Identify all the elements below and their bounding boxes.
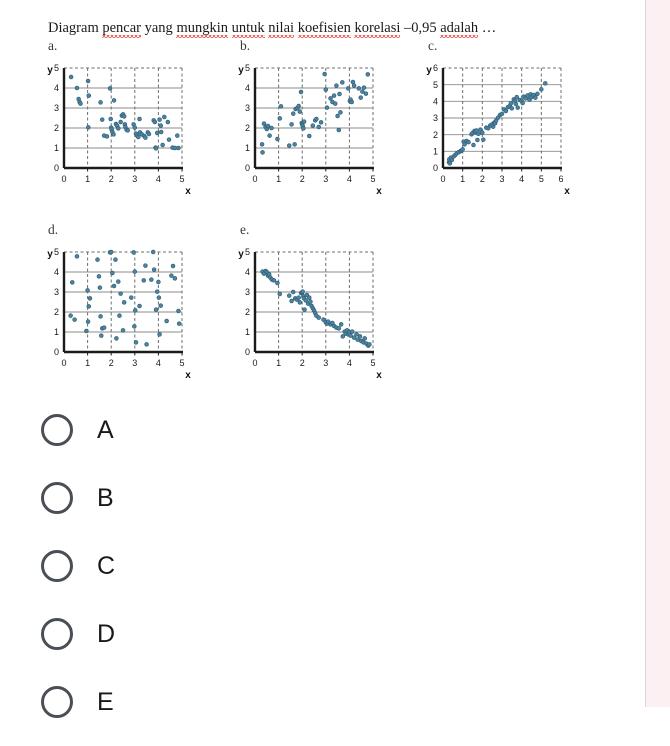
answer-option-a[interactable] (38, 406, 338, 474)
radio-button-c[interactable] (41, 550, 73, 582)
misspelled-word: korelasi (354, 20, 401, 36)
data-point (159, 124, 163, 128)
data-point (122, 115, 126, 119)
data-point (325, 106, 329, 110)
data-point (278, 292, 282, 296)
data-point (314, 117, 318, 121)
radio-button-d[interactable] (41, 618, 73, 650)
answer-options-list (38, 406, 338, 746)
scatter-chart-d (42, 246, 196, 382)
y-tick-label: 2 (432, 129, 438, 140)
data-point (500, 112, 504, 116)
radio-button-a[interactable] (41, 414, 73, 446)
x-axis-label: x (376, 370, 382, 381)
data-point (341, 335, 345, 339)
data-point (99, 101, 103, 105)
x-tick-label: 4 (519, 174, 525, 184)
data-point (69, 314, 73, 318)
scatter-chart-b (233, 62, 387, 198)
radio-button-e[interactable] (41, 686, 73, 718)
answer-label-a: A (97, 416, 114, 444)
data-point (350, 100, 354, 104)
plot-letter-c: c. (428, 38, 438, 53)
data-point (536, 92, 540, 96)
x-tick-label: 3 (132, 358, 138, 368)
data-point (88, 297, 92, 301)
y-axis-label: y (47, 65, 53, 76)
y-tick-label: 1 (244, 327, 250, 338)
data-point (297, 104, 301, 108)
x-tick-label: 4 (155, 174, 161, 184)
x-tick-label: 2 (299, 358, 305, 368)
question-text (48, 19, 628, 37)
data-point (339, 111, 343, 115)
data-point (290, 299, 294, 303)
data-point (260, 143, 264, 147)
data-point (266, 124, 270, 128)
data-point (534, 96, 538, 100)
data-point (521, 101, 525, 105)
data-point (149, 278, 153, 282)
y-tick-label: 4 (53, 83, 59, 94)
data-point (112, 133, 116, 137)
data-point (504, 109, 508, 113)
data-point (118, 314, 122, 318)
x-tick-label: 4 (346, 358, 352, 368)
plot-letter-a: a. (48, 38, 58, 53)
y-axis-label: y (238, 65, 244, 76)
data-point (99, 315, 103, 319)
x-tick-label: 5 (538, 174, 544, 184)
data-point (129, 296, 133, 300)
x-axis-label: x (185, 186, 191, 197)
x-tick-label: 1 (85, 358, 91, 368)
x-tick-label: 3 (132, 174, 138, 184)
x-tick-label: 2 (479, 174, 485, 184)
data-point (335, 84, 339, 88)
data-point (108, 87, 112, 91)
data-point (79, 102, 83, 106)
data-point (85, 329, 89, 333)
data-point (154, 308, 158, 312)
question-text-run: Diagram (48, 20, 103, 36)
data-point (122, 301, 126, 305)
x-tick-label: 5 (370, 174, 376, 184)
data-point (291, 290, 295, 294)
data-point (159, 304, 163, 308)
y-tick-label: 1 (432, 146, 438, 157)
x-tick-label: 6 (558, 174, 564, 184)
data-point (173, 277, 177, 281)
data-point (87, 94, 91, 98)
data-point (510, 106, 514, 110)
data-point (177, 309, 181, 313)
data-point (70, 281, 74, 285)
data-point (145, 343, 149, 347)
data-point (337, 327, 341, 331)
misspelled-word: untuk (231, 20, 265, 36)
y-tick-label: 4 (432, 96, 438, 107)
data-point (476, 138, 480, 142)
radio-button-b[interactable] (41, 482, 73, 514)
data-point (293, 143, 297, 147)
x-tick-label: 3 (323, 174, 329, 184)
plot-letter-b: b. (240, 38, 251, 53)
data-point (159, 130, 163, 134)
data-point (114, 337, 118, 341)
data-point (151, 250, 155, 254)
data-point (157, 296, 161, 300)
data-point (175, 134, 179, 138)
data-point (307, 134, 311, 138)
data-point (138, 117, 142, 121)
data-point (158, 333, 162, 337)
misspelled-word: koefisien (297, 20, 351, 36)
x-tick-label: 1 (85, 174, 91, 184)
data-point (155, 290, 159, 294)
data-point (100, 118, 104, 122)
data-point (301, 127, 305, 131)
y-tick-label: 0 (244, 163, 250, 174)
data-point (307, 296, 311, 300)
data-point (86, 79, 90, 83)
data-point (96, 258, 100, 262)
answer-option-e[interactable] (38, 678, 338, 746)
data-point (109, 117, 113, 121)
data-point (110, 271, 114, 275)
data-point (109, 250, 113, 254)
data-point (477, 132, 481, 136)
data-point (543, 81, 547, 85)
data-point (98, 286, 102, 290)
x-tick-label: 5 (179, 174, 185, 184)
data-point (346, 87, 350, 91)
data-point (119, 292, 123, 296)
y-tick-label: 1 (244, 143, 250, 154)
y-tick-label: 0 (432, 163, 438, 174)
y-tick-label: 0 (53, 163, 59, 174)
data-point (461, 147, 465, 151)
data-point (368, 343, 372, 347)
y-axis-label: y (426, 65, 432, 76)
data-point (73, 318, 77, 322)
data-point (290, 123, 294, 127)
y-tick-label: 4 (53, 267, 59, 278)
data-point (119, 120, 123, 124)
data-point (363, 337, 367, 341)
data-point (69, 75, 73, 79)
data-point (268, 134, 272, 138)
x-tick-label: 0 (61, 358, 67, 368)
data-point (133, 270, 137, 274)
misspelled-word: pencar (102, 20, 141, 36)
x-tick-label: 3 (499, 174, 505, 184)
data-point (276, 137, 280, 141)
answer-label-c: C (97, 552, 116, 580)
data-point (99, 334, 103, 338)
y-tick-label: 2 (53, 123, 59, 134)
data-point (126, 129, 130, 133)
right-gutter-strip (645, 0, 670, 707)
data-point (509, 101, 513, 105)
y-axis-label: y (238, 249, 244, 260)
data-point (336, 114, 340, 118)
x-tick-label: 1 (276, 174, 282, 184)
x-tick-label: 5 (370, 358, 376, 368)
data-point (472, 143, 476, 147)
y-tick-label: 5 (244, 63, 250, 74)
data-point (86, 126, 90, 130)
data-point (539, 87, 543, 91)
data-point (338, 92, 342, 96)
data-point (311, 124, 315, 128)
data-point (116, 280, 120, 284)
data-point (298, 110, 302, 114)
answer-option-c[interactable] (38, 542, 338, 610)
plot-letter-d: d. (48, 222, 59, 237)
y-tick-label: 5 (53, 247, 59, 258)
data-point (177, 146, 181, 150)
answer-option-d[interactable] (38, 610, 338, 678)
data-point (261, 151, 265, 155)
answer-label-b: B (97, 484, 114, 512)
x-tick-label: 0 (440, 174, 446, 184)
answer-label-d: D (97, 620, 116, 648)
data-point (132, 251, 136, 255)
y-tick-label: 3 (432, 113, 438, 124)
data-point (86, 320, 90, 324)
data-point (144, 136, 148, 140)
data-point (481, 138, 485, 142)
data-point (514, 102, 518, 106)
x-axis-label: x (564, 186, 570, 197)
x-tick-label: 5 (179, 358, 185, 368)
y-tick-label: 1 (53, 327, 59, 338)
y-tick-label: 0 (53, 347, 59, 358)
data-point (166, 120, 170, 124)
x-tick-label: 0 (252, 358, 258, 368)
data-point (112, 284, 116, 288)
x-tick-label: 2 (299, 174, 305, 184)
data-point (349, 334, 353, 338)
x-tick-label: 2 (108, 358, 114, 368)
y-tick-label: 3 (53, 287, 59, 298)
data-point (317, 125, 321, 129)
data-point (136, 135, 140, 139)
data-point (272, 279, 276, 283)
data-point (297, 296, 301, 300)
x-tick-label: 2 (108, 174, 114, 184)
data-point (339, 323, 343, 327)
question-text-run: yang (141, 20, 177, 36)
data-point (350, 330, 354, 334)
data-point (303, 308, 307, 312)
data-point (301, 290, 305, 294)
y-tick-label: 5 (244, 247, 250, 258)
data-point (153, 120, 157, 124)
data-point (450, 158, 454, 162)
data-point (340, 81, 344, 85)
data-point (324, 88, 328, 92)
data-point (154, 147, 158, 151)
y-tick-label: 3 (244, 103, 250, 114)
data-point (364, 92, 368, 96)
data-point (357, 87, 361, 91)
data-point (276, 281, 280, 285)
data-point (351, 80, 355, 84)
data-point (114, 258, 118, 262)
data-point (323, 72, 327, 76)
data-point (147, 132, 151, 136)
data-point (291, 112, 295, 116)
data-point (75, 255, 79, 259)
x-tick-label: 3 (323, 358, 329, 368)
plot-letter-e: e. (240, 222, 250, 237)
data-point (302, 120, 306, 124)
x-axis-label: x (185, 370, 191, 381)
x-tick-label: 1 (460, 174, 466, 184)
y-axis-label: y (47, 249, 53, 260)
y-tick-label: 2 (244, 123, 250, 134)
scatter-chart-e (233, 246, 387, 382)
data-point (167, 138, 171, 142)
data-point (87, 305, 91, 309)
data-point (298, 301, 302, 305)
x-tick-label: 1 (276, 358, 282, 368)
data-point (134, 341, 138, 345)
y-tick-label: 5 (53, 63, 59, 74)
data-point (105, 135, 109, 139)
data-point (116, 127, 120, 131)
answer-label-e: E (97, 688, 114, 716)
data-point (121, 329, 125, 333)
data-point (287, 144, 291, 148)
y-tick-label: 6 (432, 63, 438, 74)
data-point (138, 304, 142, 308)
y-tick-label: 0 (244, 347, 250, 358)
data-point (467, 140, 471, 144)
x-tick-label: 0 (252, 174, 258, 184)
y-tick-label: 2 (244, 307, 250, 318)
x-axis-label: x (376, 186, 382, 197)
data-point (362, 86, 366, 90)
question-text-run: –0,95 (400, 20, 441, 36)
question-text-run: … (478, 20, 497, 36)
data-point (86, 289, 90, 293)
data-point (177, 322, 181, 326)
y-tick-label: 4 (244, 267, 250, 278)
data-point (270, 126, 274, 130)
data-point (161, 143, 165, 147)
data-point (142, 279, 146, 283)
data-point (112, 99, 116, 103)
data-point (287, 294, 291, 298)
y-tick-label: 4 (244, 83, 250, 94)
scatter-chart-a (42, 62, 196, 198)
x-tick-label: 4 (346, 174, 352, 184)
data-point (333, 102, 337, 106)
data-point (171, 264, 175, 268)
data-point (133, 309, 137, 313)
x-tick-label: 0 (61, 174, 67, 184)
data-point (165, 319, 169, 323)
x-tick-label: 4 (155, 358, 161, 368)
answer-option-b[interactable] (38, 474, 338, 542)
y-tick-label: 5 (432, 79, 438, 90)
data-point (133, 126, 137, 130)
data-point (97, 275, 101, 279)
data-point (279, 105, 283, 109)
misspelled-word: adalah (440, 20, 479, 36)
data-point (102, 326, 106, 330)
data-point (355, 333, 359, 337)
data-point (309, 300, 313, 304)
data-point (332, 94, 336, 98)
data-point (158, 118, 162, 122)
data-point (317, 316, 321, 320)
data-point (516, 106, 520, 110)
data-point (75, 86, 79, 90)
y-tick-label: 3 (53, 103, 59, 114)
data-point (337, 128, 341, 132)
data-point (329, 97, 333, 101)
data-point (155, 131, 159, 135)
data-point (358, 335, 362, 339)
data-point (299, 90, 303, 94)
data-point (169, 274, 173, 278)
data-point (152, 268, 156, 272)
y-tick-label: 2 (53, 307, 59, 318)
data-point (144, 264, 148, 268)
data-point (480, 131, 484, 135)
data-point (278, 117, 282, 121)
data-point (319, 121, 323, 125)
misspelled-word: nilai (268, 20, 295, 36)
data-point (366, 73, 370, 77)
data-point (360, 90, 364, 94)
data-point (132, 325, 136, 329)
data-point (359, 96, 363, 100)
y-tick-label: 1 (53, 143, 59, 154)
data-point (162, 115, 166, 119)
y-tick-label: 3 (244, 287, 250, 298)
misspelled-word: mungkin (176, 20, 228, 36)
data-point (157, 280, 161, 284)
data-point (352, 84, 356, 88)
scatter-chart-c (421, 62, 575, 198)
